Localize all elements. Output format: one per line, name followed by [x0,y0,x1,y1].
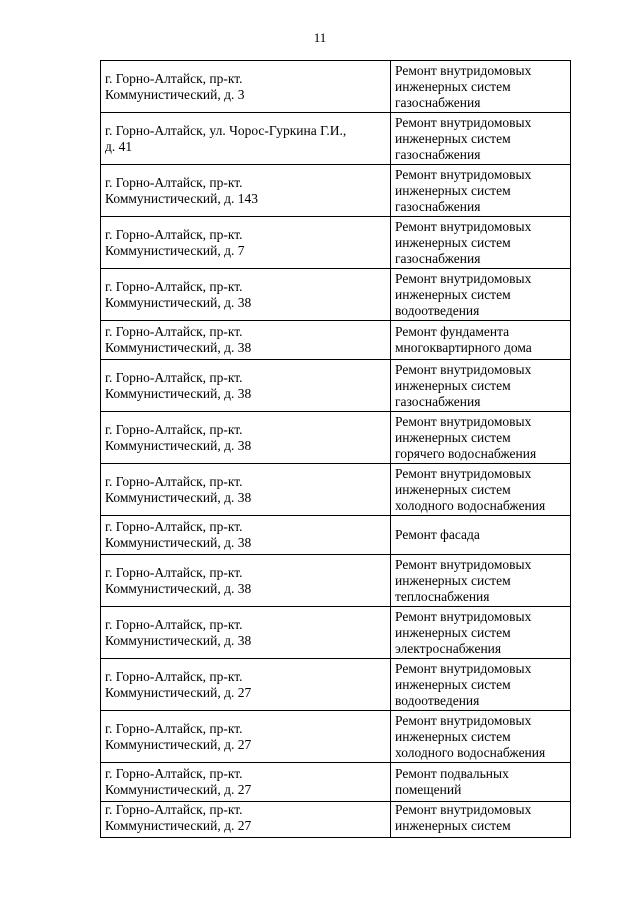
work-cell [391,412,571,464]
address-text: г. Горно-Алтайск, пр-кт. Коммунистический, д. 27 [105,766,252,797]
work-text: Ремонт внутридомовых инженерных систем газоснабжения [395,218,532,266]
table-row [101,802,571,838]
address-cell [101,802,391,838]
work-cell [391,217,571,269]
table-row [101,607,571,659]
address-text: г. Горно-Алтайск, пр-кт. Коммунистический, д. 38 [105,324,252,355]
work-text: Ремонт внутридомовых инженерных систем газоснабжения [395,361,532,409]
table-row [101,711,571,763]
work-cell [391,464,571,516]
work-cell [391,555,571,607]
work-cell [391,61,571,113]
address-cell [101,217,391,269]
work-text: Ремонт внутридомовых инженерных систем водоотведения [395,660,532,708]
address-cell [101,412,391,464]
address-text: г. Горно-Алтайск, пр-кт. Коммунистический, д. 38 [105,564,252,596]
work-cell [391,165,571,217]
work-cell [391,321,571,360]
table-row [101,412,571,464]
address-cell [101,165,391,217]
table-row [101,165,571,217]
work-cell [391,802,571,838]
address-text: г. Горно-Алтайск, пр-кт. Коммунистический, д. 38 [105,616,252,648]
address-text: г. Горно-Алтайск, пр-кт. Коммунистический, д. 38 [105,421,252,453]
work-cell [391,516,571,555]
work-cell [391,659,571,711]
work-text: Ремонт внутридомовых инженерных систем холодного водоснабжения [395,465,546,513]
page-number: 11 [313,30,327,45]
table-row [101,321,571,360]
table-row [101,464,571,516]
address-cell [101,659,391,711]
address-cell [101,113,391,165]
works-table [100,60,571,838]
address-cell [101,555,391,607]
address-text: г. Горно-Алтайск, пр-кт. Коммунистический, д. 27 [105,668,252,700]
work-text: Ремонт внутридомовых инженерных систем холодного водоснабжения [395,712,546,760]
address-text: г. Горно-Алтайск, пр-кт. Коммунистический, д. 3 [105,70,245,102]
work-text: Ремонт внутридомовых инженерных систем электроснабжения [395,608,532,656]
address-text: г. Горно-Алтайск, ул. Чорос-Гуркина Г.И., д. 41 [105,122,347,154]
table-row [101,61,571,113]
table-row [101,360,571,412]
address-cell [101,360,391,412]
table-row [101,113,571,165]
address-cell [101,464,391,516]
work-cell [391,269,571,321]
address-cell [101,269,391,321]
address-text: г. Горно-Алтайск, пр-кт. Коммунистический, д. 27 [105,802,252,833]
address-text: г. Горно-Алтайск, пр-кт. Коммунистический, д. 38 [105,473,252,505]
work-text: Ремонт подвальных помещений [395,766,509,797]
address-text: г. Горно-Алтайск, пр-кт. Коммунистический, д. 27 [105,720,252,752]
work-text: Ремонт фундамента многоквартирного дома [395,324,532,355]
work-text: Ремонт внутридомовых инженерных систем газоснабжения [395,62,532,110]
work-text: Ремонт внутридомовых инженерных систем газоснабжения [395,166,532,214]
table-row [101,555,571,607]
table-row [101,217,571,269]
table-row [101,763,571,802]
address-cell [101,607,391,659]
work-text: Ремонт внутридомовых инженерных систем газоснабжения [395,114,532,162]
address-text: г. Горно-Алтайск, пр-кт. Коммунистический, д. 143 [105,174,258,206]
address-cell [101,711,391,763]
table-row [101,659,571,711]
address-text: г. Горно-Алтайск, пр-кт. Коммунистический, д. 38 [105,519,252,550]
work-cell [391,763,571,802]
address-cell [101,321,391,360]
work-cell [391,113,571,165]
address-cell [101,763,391,802]
work-text: Ремонт внутридомовых инженерных систем водоотведения [395,270,532,318]
table-row [101,516,571,555]
table-row [101,269,571,321]
address-text: г. Горно-Алтайск, пр-кт. Коммунистический, д. 38 [105,369,252,401]
address-text: г. Горно-Алтайск, пр-кт. Коммунистический, д. 38 [105,278,252,310]
work-text: Ремонт фасада [395,527,480,542]
address-cell [101,516,391,555]
work-cell [391,711,571,763]
address-cell [101,61,391,113]
work-cell [391,360,571,412]
work-cell [391,607,571,659]
work-text: Ремонт внутридомовых инженерных систем теплоснабжения [395,556,532,604]
work-text: Ремонт внутридомовых инженерных систем [395,802,532,833]
address-text: г. Горно-Алтайск, пр-кт. Коммунистический, д. 7 [105,226,245,258]
work-text: Ремонт внутридомовых инженерных систем горячего водоснабжения [395,413,537,461]
